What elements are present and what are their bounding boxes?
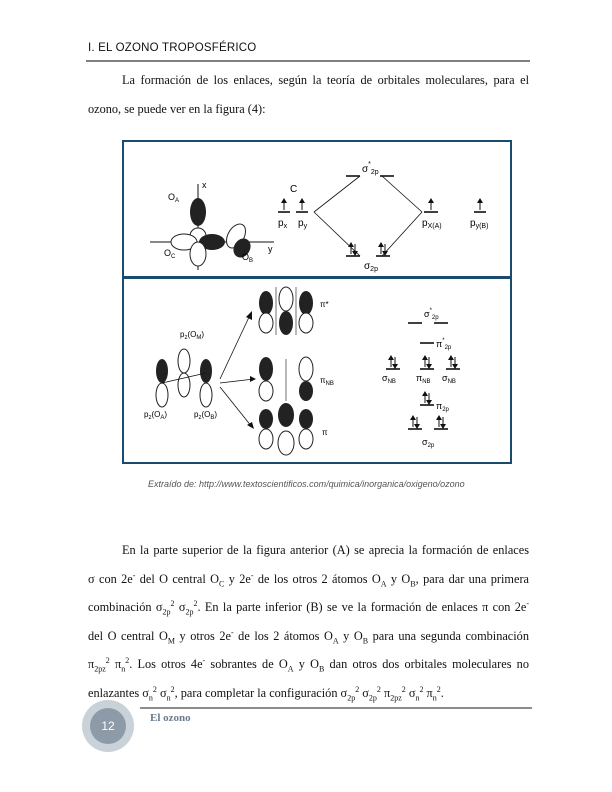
orbital-lobe [190,198,206,226]
intro-paragraph [88,72,529,129]
pi-star-label: π* [320,300,329,309]
body-line-3: combinación $\sigma_{2p}^2$ $\sigma_{2p}^2$. En la parte inferior (B) se ve la formación de enlaces π con 2e- [88,598,530,617]
header-rule [86,60,530,62]
d-sigma-nb-label: $\sigma_{NB}$ [382,373,396,385]
x-axis-label: x [202,180,207,190]
d-sigma-star-label: $\sigma^*_{2p}$ [424,308,439,321]
figure-panel-b [122,277,512,464]
body-line-2: σ con 2e- del O central $O_C$ y 2e- de los otros 2 átomos $O_A$ y $O_B$, para dar una primera [88,570,530,588]
pi-nb-label: $\pi_{NB}$ [320,376,334,387]
pz-ob-label: $p_z(O_B)$ [194,410,218,421]
running-header: I. EL OZONO TROPOSFÉRICO [88,42,257,54]
body-line-6: enlazantes $\sigma_n^2$ $\sigma_n^2$, para completar la configuración $\sigma_{2p}^2$ $\sigma_{2p}^2$ $\pi_{2pz}^2$ $\sigma_n^2$ $\pi_n^2$. [88,684,444,702]
d-sigma-nb2-label: $\sigma_{NB}$ [442,373,456,385]
body-paragraph [88,542,529,713]
figure-caption: Extraído de: http://www.textoscientificos.com/quimica/inorganica/oxigeno/ozono [148,479,465,489]
page-number: 12 [90,708,126,744]
d-pi-label: $\pi_{2p}$ [436,401,449,413]
body-line-1: En la parte superior de la figura anterior (A) se aprecia la formación de enlaces [122,543,529,557]
sigma-star-label: $\sigma^*_{2p}$ [362,161,379,176]
body-line-4: del O central $O_M$ y otros 2e- de los 2 átomos $O_A$ y $O_B$ para una segunda combinación [88,627,529,645]
figure-panel-a [122,140,512,278]
pz-om-label: $p_z(O_M)$ [180,330,205,341]
page-number-badge [82,700,134,752]
pyb-label: $p_{y(B)}$ [470,218,489,230]
d-pi-star-label: $\pi^*_{2p}$ [436,338,452,351]
y-axis-label: y [268,244,273,254]
c-label: C [290,184,298,195]
py-label: $p_y$ [298,218,308,230]
px-label: $p_x$ [278,218,288,230]
ob-label: $O_B$ [242,252,254,264]
intro-line-2: ozono, se puede ver en la figura (4): [88,101,266,116]
d-sigma-label: $\sigma_{2p}$ [422,437,435,449]
body-line-5: $\pi_{2pz}^2$ $\pi_n^2$. Los otros 4e- sobrantes de $O_A$ y $O_B$ dan otros dos orbitales moleculares no [88,655,529,674]
sigma-bond-diagram [124,142,510,276]
intro-line-1: La formación de los enlaces, según la teoría de orbitales moleculares, para el [122,73,529,87]
pi-label: π [322,428,328,437]
pz-oa-label: $p_z(O_A)$ [144,410,168,421]
pxa-label: $p_{X(A)}$ [422,218,442,230]
orbital-lobe [190,242,206,266]
footer-title: El ozono [150,712,191,724]
d-pi-nb-label: $\pi_{NB}$ [416,373,431,385]
sigma-label: $\sigma_{2p}$ [364,261,378,273]
oa-label: $O_A$ [168,192,180,204]
pi-bond-diagram [124,279,510,462]
footer-rule [140,707,532,709]
oc-label: $O_C$ [164,248,176,260]
